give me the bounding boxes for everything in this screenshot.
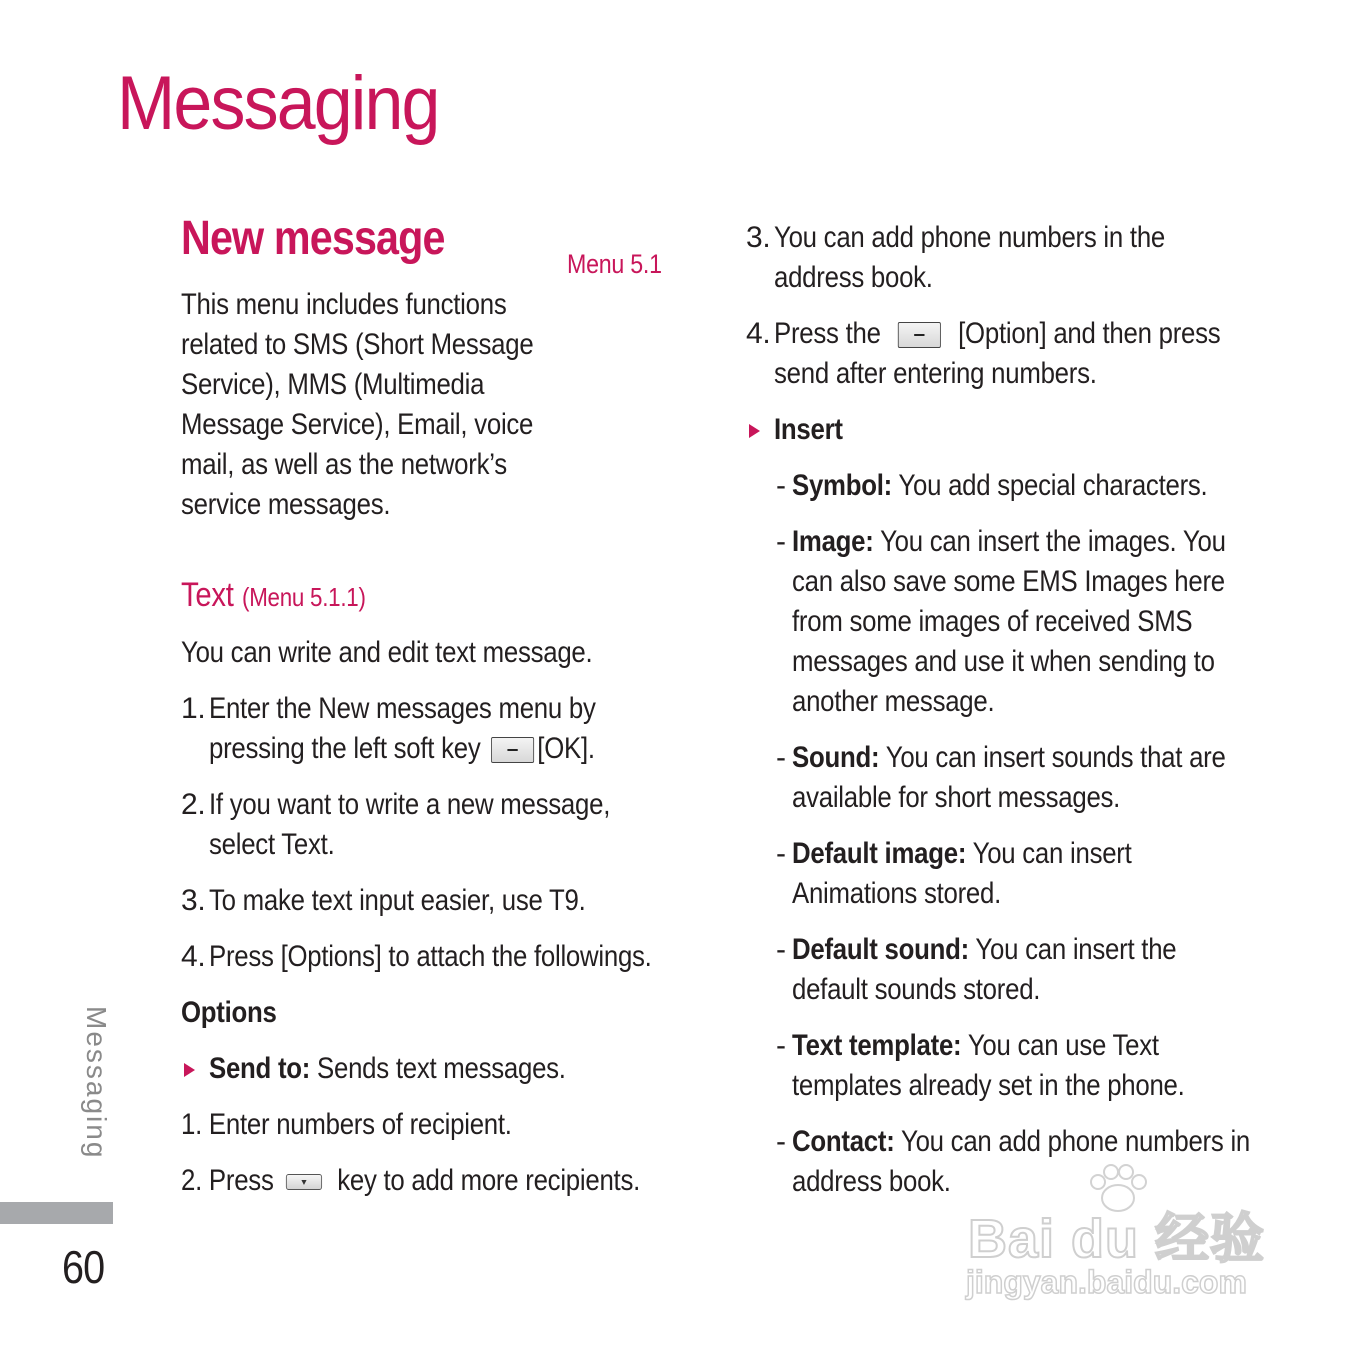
list-item-text-after: [OK]. <box>537 732 595 765</box>
list-item-text: You can add phone numbers in the address book. <box>774 221 1166 294</box>
text-subsection-heading: Text <box>181 576 234 614</box>
insert-option-text: You can use Text templates already set in the phone. <box>792 1029 1185 1102</box>
text-subsection-menu-ref: (Menu 5.1.1) <box>242 582 366 612</box>
right-column <box>746 218 1286 1202</box>
list-item-number: 4. <box>746 317 771 350</box>
insert-option-label: Symbol: <box>792 469 892 502</box>
list-item-text: Press the <box>774 317 881 350</box>
send-to-text: Sends text messages. <box>310 1052 566 1085</box>
page-title: Messaging <box>117 61 439 146</box>
section-header <box>181 212 701 279</box>
insert-option-label: Image: <box>792 525 874 558</box>
insert-option-text: You add special characters. <box>891 469 1208 502</box>
right-arrow-bullet-icon <box>749 424 760 438</box>
list-item-text: To make text input easier, use T9. <box>209 884 586 917</box>
page-tab-bar <box>0 1202 113 1224</box>
send-to-label: Send to: <box>209 1052 311 1085</box>
section-heading: New message <box>181 212 445 265</box>
insert-option <box>746 930 1286 1010</box>
list-item-number: 2. <box>181 788 206 821</box>
list-item-text: Enter numbers of recipient. <box>208 1108 512 1141</box>
insert-option-label: Text template: <box>792 1029 962 1062</box>
left-column <box>181 212 701 1201</box>
dash-marker: - <box>776 525 786 558</box>
text-subsection-header <box>181 575 701 617</box>
list-item-number: 4. <box>181 940 206 973</box>
insert-option <box>746 1026 1286 1106</box>
list-item <box>746 314 1286 394</box>
send-to-item <box>181 1049 701 1089</box>
list-item-text: If you want to write a new message, select Text. <box>209 788 611 861</box>
list-item-text: Press <box>208 1164 274 1197</box>
baidu-jingyan-watermark <box>960 1160 1280 1310</box>
list-item-text: Enter the New messages menu by pressing the left soft key <box>209 692 596 765</box>
down-navigation-key-icon <box>286 1174 322 1190</box>
list-item-number: 3. <box>746 221 771 254</box>
right-arrow-bullet-icon <box>184 1063 195 1077</box>
dash-marker: - <box>776 741 786 774</box>
section-menu-ref: Menu 5.1 <box>566 249 662 279</box>
list-item <box>746 218 1286 298</box>
page-number: 60 <box>62 1241 105 1293</box>
list-item <box>181 1105 701 1145</box>
left-soft-key-icon <box>491 737 534 763</box>
dash-marker: - <box>776 1029 786 1062</box>
insert-option-text: You can insert Animations stored. <box>792 837 1132 910</box>
dash-marker: - <box>776 837 786 870</box>
insert-option-text: You can insert sounds that are available for short messages. <box>792 741 1226 814</box>
insert-option <box>746 834 1286 914</box>
dash-marker: - <box>776 933 786 966</box>
insert-option <box>746 522 1286 722</box>
list-item <box>181 937 701 977</box>
list-item-number: 3. <box>181 884 206 917</box>
insert-option-label: Contact: <box>792 1125 895 1158</box>
side-section-label: Messaging <box>81 1006 112 1160</box>
list-item-text: Press [Options] to attach the followings. <box>209 940 652 973</box>
list-item-text-after: key to add more recipients. <box>337 1164 641 1197</box>
watermark-url-text: jingyan.baidu.com <box>966 1264 1247 1300</box>
list-item-number: 2. <box>181 1164 203 1197</box>
options-heading: Options <box>181 996 277 1029</box>
list-item-number: 1. <box>181 1108 203 1141</box>
insert-option-label: Sound: <box>792 741 880 774</box>
list-item-text-after: [Option] and then press send after entering numbers. <box>774 317 1221 390</box>
list-item <box>181 1161 701 1201</box>
list-item <box>181 785 701 865</box>
insert-option <box>746 466 1286 506</box>
list-item <box>181 689 701 769</box>
insert-option-text: You can insert the default sounds stored. <box>792 933 1177 1006</box>
text-subsection-intro: You can write and edit text message. <box>181 636 593 669</box>
insert-option-label: Default image: <box>792 837 967 870</box>
insert-label: Insert <box>774 413 843 446</box>
watermark-main-text: Bai du 经验 <box>968 1209 1266 1269</box>
list-item-number: 1. <box>181 692 206 725</box>
dash-marker: - <box>776 1125 786 1158</box>
left-soft-key-icon <box>898 322 941 348</box>
section-intro: This menu includes functions related to SMS (Short Message Service), MMS (Multimedia Message Service), Email, voice mail, as well as the network’s service messages. <box>181 288 534 521</box>
insert-option-text: You can insert the images. You can also save some EMS Images here from some images of received SMS messages and use it when sending to another message. <box>792 525 1226 718</box>
insert-option-text: You can add phone numbers in address book. <box>792 1125 1251 1198</box>
list-item <box>181 881 701 921</box>
dash-marker: - <box>776 469 786 502</box>
insert-option-label: Default sound: <box>792 933 969 966</box>
insert-option <box>746 738 1286 818</box>
insert-item <box>746 410 1286 450</box>
